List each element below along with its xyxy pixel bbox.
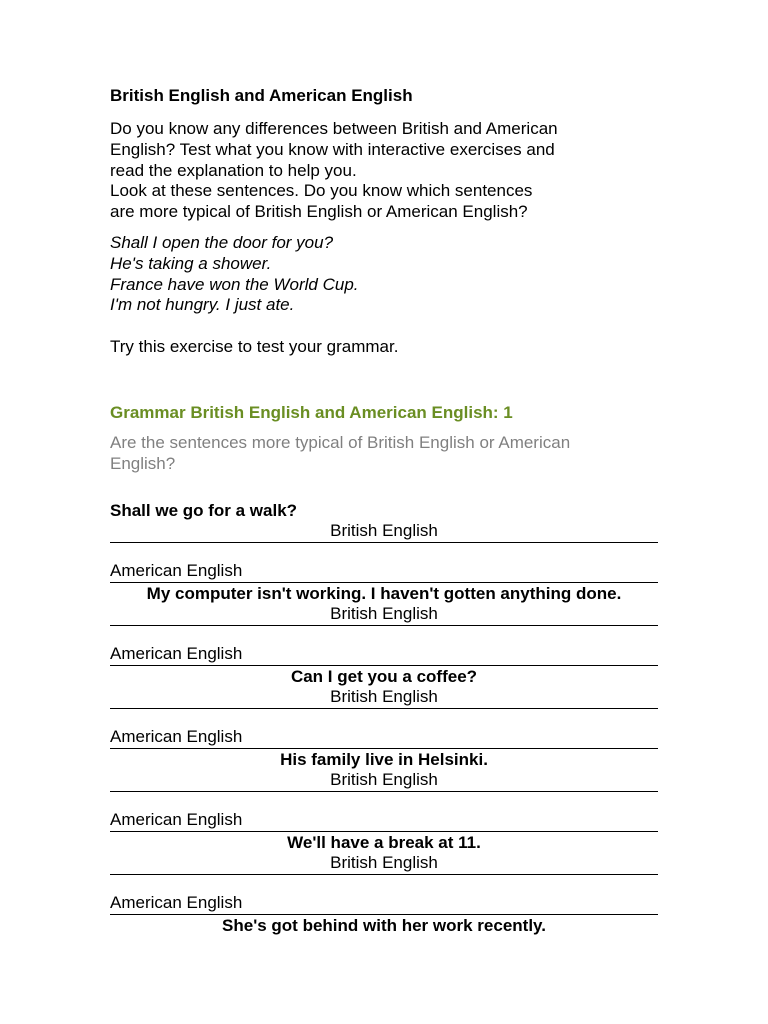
american-english-option[interactable]: American English: [110, 644, 658, 666]
question-text: Shall we go for a walk?: [110, 500, 298, 520]
american-english-option[interactable]: American English: [110, 893, 658, 915]
example-sentence: France have won the World Cup.: [110, 274, 359, 294]
american-english-option[interactable]: American English: [110, 561, 658, 583]
option-gap: [110, 626, 658, 644]
exercise-instruction: [110, 433, 658, 475]
option-gap: [110, 709, 658, 727]
intro-line: English? Test what you know with interactive exercises and: [110, 139, 555, 159]
example-sentence: I'm not hungry. I just ate.: [110, 295, 295, 315]
british-english-option[interactable]: British English: [110, 687, 658, 709]
intro-line: Do you know any differences between British and American: [110, 119, 558, 138]
question-list: [110, 500, 658, 936]
try-exercise-text: Try this exercise to test your grammar.: [110, 337, 399, 357]
example-sentences: [110, 233, 658, 316]
option-gap: [110, 875, 658, 893]
american-english-option[interactable]: American English: [110, 810, 658, 832]
american-english-option[interactable]: American English: [110, 727, 658, 749]
intro-line: read the explanation to help you.: [110, 160, 357, 180]
british-english-option[interactable]: British English: [110, 853, 658, 875]
exercise-title: Grammar British English and American English: 1: [110, 402, 513, 422]
option-gap: [110, 543, 658, 561]
question-text: We'll have a break at 11.: [287, 832, 481, 852]
option-gap: [110, 792, 658, 810]
british-english-option[interactable]: British English: [110, 604, 658, 626]
intro-line: Look at these sentences. Do you know which sentences: [110, 181, 533, 201]
british-english-option[interactable]: British English: [110, 770, 658, 792]
instruction-line: English?: [110, 453, 176, 473]
example-sentence: He's taking a shower.: [110, 253, 272, 273]
intro-line: are more typical of British English or American English?: [110, 202, 528, 222]
instruction-line: Are the sentences more typical of British English or American: [110, 432, 571, 452]
question-text: His family live in Helsinki.: [280, 749, 488, 769]
example-sentence: Shall I open the door for you?: [110, 232, 334, 252]
page-title: British English and American English: [110, 86, 413, 105]
document-page: [110, 86, 658, 936]
question-text: She's got behind with her work recently.: [222, 915, 546, 935]
british-english-option[interactable]: British English: [110, 521, 658, 543]
question-text: Can I get you a coffee?: [290, 666, 478, 686]
question-text: My computer isn't working. I haven't gotten anything done.: [146, 583, 622, 603]
intro-paragraph: [110, 119, 658, 223]
